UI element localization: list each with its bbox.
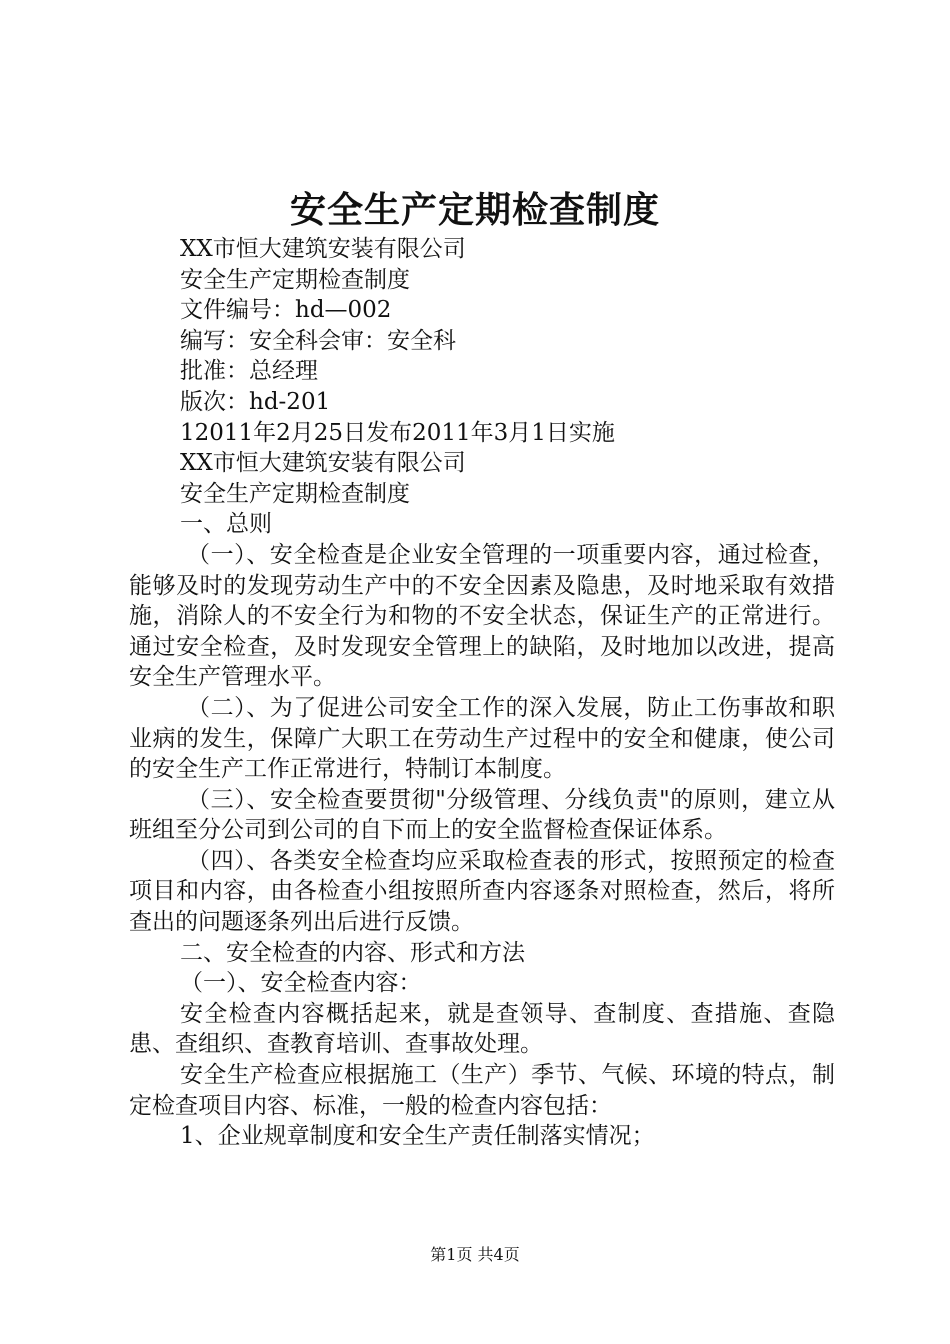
paragraph: 安全检查内容概括起来，就是查领导、查制度、查措施、查隐患、查组织、查教育培训、查事故处理。 (129, 1000, 835, 1058)
regulation-name-line-2: 安全生产定期检查制度 (180, 480, 410, 507)
author-line: 编写：安全科会审：安全科 (180, 327, 456, 354)
paragraph: （二）、为了促进公司安全工作的深入发展，防止工伤事故和职业病的发生，保障广大职工在劳动生产过程中的安全和健康，使公司的安全生产工作正常进行，特制订本制度。 (129, 694, 835, 783)
company-name-line: XX市恒大建筑安装有限公司 (180, 236, 466, 262)
paragraph: （一）、安全检查是企业安全管理的一项重要内容，通过检查，能够及时的发现劳动生产中的不安全因素及隐患，及时地采取有效措施，消除人的不安全行为和物的不安全状态，保证生产的正常进行。通过安全检查，及时发现安全管理上的缺陷，及时地加以改进，提高安全生产管理水平。 (129, 541, 835, 691)
version-line: 版次：hd-201 (180, 388, 331, 415)
document-body (129, 234, 835, 1152)
company-name-line-2: XX市恒大建筑安装有限公司 (180, 450, 466, 477)
section-heading-general: 一、总则 (180, 511, 272, 538)
file-number-line: 文件编号：hd—002 (180, 297, 392, 324)
page-footer: 第1页 共4页 (430, 1245, 520, 1264)
date-line: 12011年2月25日发布2011年3月1日实施 (180, 419, 615, 446)
list-item: 1、企业规章制度和安全生产责任制落实情况； (180, 1123, 655, 1150)
document-title: 安全生产定期检查制度 (289, 189, 660, 231)
paragraph: （四）、各类安全检查均应采取检查表的形式，按照预定的检查项目和内容，由各检查小组按照所查内容逐条对照检查，然后，将所查出的问题逐条列出后进行反馈。 (129, 847, 835, 936)
subsection-heading-content: （一）、安全检查内容： (180, 970, 422, 997)
paragraph: （三）、安全检查要贯彻"分级管理、分线负责"的原则，建立从班组至分公司到公司的自下而上的安全监督检查保证体系。 (129, 786, 835, 844)
paragraph: 安全生产检查应根据施工（生产）季节、气候、环境的特点，制定检查项目内容、标准，一般的检查内容包括： (129, 1062, 835, 1119)
section-heading-inspection: 二、安全检查的内容、形式和方法 (180, 939, 525, 966)
approval-line: 批准：总经理 (180, 358, 318, 385)
regulation-name-line: 安全生产定期检查制度 (180, 266, 410, 293)
